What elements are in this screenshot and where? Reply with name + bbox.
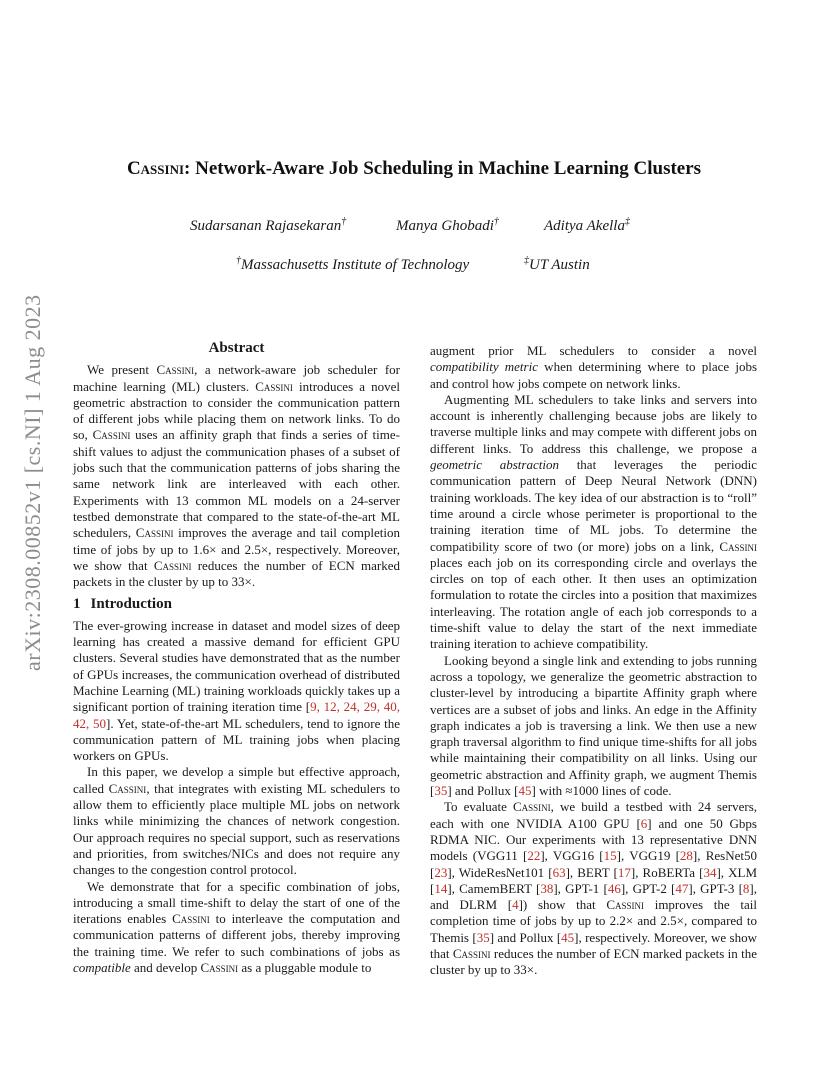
citation-link[interactable]: 15 (603, 848, 617, 864)
citation-link[interactable]: 4 (512, 897, 519, 913)
section-heading-introduction (73, 596, 400, 612)
text: ], GPT-1 [ (553, 880, 608, 896)
text: reduces the number of ECN marked packets in the cluster by up to 33×. (430, 945, 757, 978)
emphasis: geometric abstraction (430, 457, 559, 473)
text: ], ResNet50 [ (430, 848, 757, 880)
emphasis: compatibility metric (430, 359, 538, 375)
text: that leverages the periodic communication pattern of Deep Neural Network (DNN) training workloads. The key idea of our abstraction is to “roll” time around a circle whose perimeter is proportional to the training iteration time of ML jobs. To determine the compatibility score of two (or more) jobs on a link, (430, 457, 757, 554)
paper-title (0, 158, 828, 180)
system-name: Cassini (108, 780, 147, 796)
text: ] with ≈1000 lines of code. (531, 783, 672, 799)
left-column (73, 340, 400, 976)
affiliation-mark: † (236, 255, 241, 266)
text: ]) show that (518, 897, 607, 913)
intro-paragraph-3 (73, 879, 400, 977)
abstract-heading: Abstract (208, 340, 265, 356)
text: ], respectively. Moreover, we show that (430, 929, 757, 961)
citation-link[interactable]: 9, 12, 24, 29, 40, 42, 50 (73, 699, 400, 731)
citation-link[interactable]: 17 (617, 864, 631, 880)
system-name: Cassini (172, 911, 210, 927)
citation-link[interactable]: 35 (476, 929, 490, 945)
citation-link[interactable]: 46 (607, 880, 621, 896)
text: reduces the number of ECN marked packets in the cluster by up to 33×. (73, 557, 400, 590)
citation-link[interactable]: 22 (527, 848, 541, 864)
text: ], GPT-2 [ (620, 880, 676, 896)
affiliation-name: Massachusetts Institute of Technology (241, 257, 470, 273)
emphasis: compatible (73, 959, 131, 975)
text: , a network-aware job scheduler for machine learning (ML) clusters. (73, 362, 400, 394)
system-name: Cassini (606, 897, 644, 913)
text: ], CamemBERT [ (447, 880, 541, 896)
citation-link[interactable]: 45 (518, 783, 532, 799)
text: In this paper, we develop a simple but effective approach, called (73, 764, 400, 796)
section-title: Introduction (90, 596, 172, 613)
text: To evaluate (444, 799, 513, 815)
text: ], GPT-3 [ (688, 880, 743, 896)
system-name: Cassini (153, 557, 192, 573)
citation-link[interactable]: 47 (675, 880, 689, 896)
text: when determining where to place jobs and control how jobs compete on network links. (430, 359, 758, 391)
text: and develop (130, 959, 201, 975)
arxiv-identifier: arXiv:2308.00852v1 [cs.NI] 1 Aug 2023 (20, 294, 45, 672)
citation-link[interactable]: 34 (703, 864, 717, 880)
section-number: 1 (73, 596, 81, 613)
title-system-name: Cassini (126, 158, 185, 179)
text: , we build a testbed with 24 servers, each with one NVIDIA A100 GPU [ (430, 799, 757, 831)
author-mark: ‡ (624, 216, 630, 227)
system-name: Cassini (135, 525, 174, 541)
author-name: Aditya Akella (544, 218, 625, 234)
system-name: Cassini (452, 945, 491, 961)
text: introduces a novel geometric abstraction to consider the communication pattern of different jobs while placing them on network links. To do so, (73, 378, 401, 443)
text: We demonstrate that for a specific combination of jobs, introducing a small time-shift to delay the start of one of the iterations enables (73, 878, 400, 927)
author-ghobadi (396, 218, 499, 235)
citation-link[interactable]: 35 (434, 783, 448, 799)
text: ], RoBERTa [ (630, 864, 704, 880)
text: ] and Pollux [ (447, 783, 519, 799)
system-name: Cassini (92, 427, 131, 443)
text: ], BERT [ (565, 864, 618, 880)
text: The ever-growing increase in dataset and model sizes of deep learning has created a massive demand for efficient GPU clusters. Several studies have demonstrated that as the number of GPUs increases, the communication overhead of distributed Machine Learning (ML) training workloads quickly takes up a significant portion of training iteration time [ (73, 617, 400, 715)
citation-link[interactable]: 23 (434, 864, 448, 880)
text: ], and DLRM [ (430, 880, 757, 913)
text: ], VGG19 [ (616, 848, 680, 864)
intro-paragraph-continued (430, 343, 757, 392)
title-rest: : Network-Aware Job Scheduling in Machine Learning Clusters (184, 158, 702, 179)
citation-link[interactable]: 6 (640, 815, 648, 831)
abstract-paragraph (73, 362, 400, 590)
text: augment prior ML schedulers to consider a novel (430, 343, 757, 358)
intro-paragraph-5 (430, 653, 757, 800)
text: ], VGG16 [ (540, 848, 604, 864)
text: to interleave the computation and communication patterns of different jobs, thereby improving the training time. We refer to such combinations of jobs as (73, 911, 400, 959)
text: , that integrates with existing ML schedulers to allow them to efficiently place multiple ML jobs on network links while minimizing the chances of network congestion. Our approach requires no special support, such as reservations and priorities, from switches/NICs and does not require any changes to the congestion control protocol. (73, 780, 400, 878)
text: improves the tail completion time of jobs by up to 2.2× and 2.5×, compared to Themis [ (430, 897, 757, 945)
author-mark: † (341, 216, 347, 227)
right-column (430, 343, 757, 979)
text: Augmenting ML schedulers to take links and servers into account is inherently challenging because jobs are likely to traverse multiple links and may compete with different jobs on different links. To address this challenge, we propose a (430, 391, 757, 456)
text: Looking beyond a single link and extending to jobs running across a topology, we generalize the geometric abstraction to cluster-level by introducing a bipartite Affinity graph where vertices are a subset of jobs and links. An edge in the Affinity graph indicates a job is traversing a link. We then use a new graph traversal algorithm to find unique time-shifts for all jobs while maintaining their compatibility on all links. Using our geometric abstraction and Affinity graph, we augment Themis [ (430, 652, 757, 799)
text: as a pluggable module to (238, 959, 372, 975)
citation-link[interactable]: 14 (434, 880, 448, 896)
intro-paragraph-6 (430, 799, 757, 978)
text: ], XLM [ (430, 864, 758, 896)
system-name: Cassini (719, 538, 757, 554)
citation-link[interactable]: 38 (540, 880, 554, 896)
affiliation-mark: ‡ (524, 255, 529, 266)
author-name: Manya Ghobadi (396, 218, 494, 234)
text: places each job on its corresponding circle and overlays the circles on top of each other. It then uses an optimization formulation to rotate the circles into a position that maximizes interleaving. The rotation angle of each job corresponds to a time-shift value to delay the start of the next immediate training iteration to achieve compatibility. (430, 554, 757, 652)
system-name: Cassini (200, 959, 239, 975)
intro-paragraph-2 (73, 764, 400, 878)
affiliation-name: UT Austin (529, 257, 590, 273)
author-rajasekaran (190, 218, 346, 235)
affiliation-ut-austin (524, 257, 590, 274)
system-name: Cassini (156, 362, 195, 378)
text: We present (87, 362, 157, 378)
citation-link[interactable]: 63 (552, 864, 566, 880)
text: uses an affinity graph that finds a series of time-shift values to adjust the communication phases of a subset of jobs such that the communication patterns of jobs sharing the same network link are interleaved with each other. Experiments with 13 common ML models on a 24-server testbed demonstrate that compared to the state-of-the-art ML schedulers, (73, 427, 400, 541)
text: ]. Yet, state-of-the-art ML schedulers, tend to ignore the communication pattern of ML training jobs when placing workers on GPUs. (73, 715, 400, 764)
text: ] and one 50 Gbps RDMA NIC. Our experiments with 13 representative DNN models (VGG11 [ (430, 815, 757, 864)
text: ], WideResNet101 [ (447, 864, 553, 880)
affiliation-mit (236, 257, 469, 274)
author-akella (544, 218, 630, 235)
system-name: Cassini (255, 378, 293, 394)
text: ] and Pollux [ (489, 929, 562, 945)
text: improves the average and tail completion time of jobs by up to 1.6× and 2.5×, respectively. Moreover, we show that (73, 525, 400, 573)
intro-paragraph-1 (73, 618, 400, 765)
citation-link[interactable]: 28 (679, 848, 693, 864)
author-mark: † (493, 216, 499, 227)
citation-link[interactable]: 45 (561, 929, 575, 945)
author-name: Sudarsanan Rajasekaran (190, 218, 342, 234)
citation-link[interactable]: 8 (742, 880, 750, 896)
system-name: Cassini (512, 799, 551, 815)
intro-paragraph-4 (430, 392, 757, 653)
